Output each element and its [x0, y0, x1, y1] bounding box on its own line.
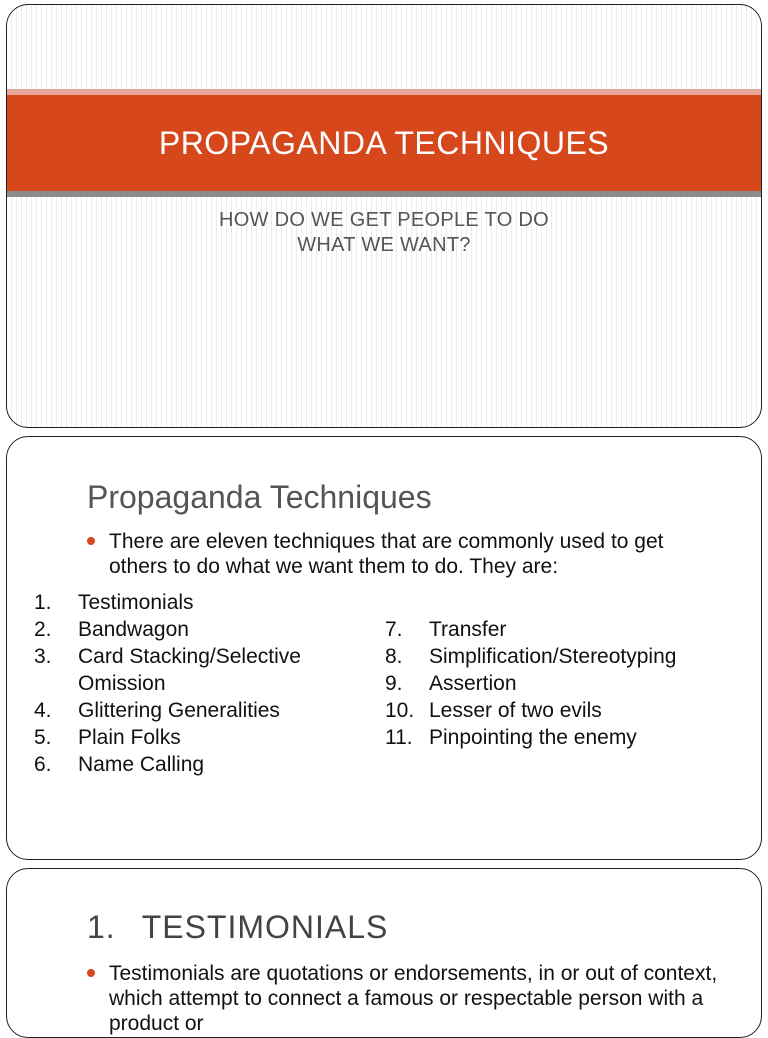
list-item — [34, 724, 374, 751]
list-number: 5. — [34, 726, 52, 749]
list-number: 6. — [34, 753, 52, 776]
heading-text: TESTIMONIALS — [141, 909, 389, 945]
slide-heading — [87, 909, 388, 946]
title-band — [7, 95, 761, 191]
list-item — [34, 643, 374, 697]
heading-number: 1. — [87, 909, 116, 945]
techniques-list-left — [34, 589, 374, 778]
list-item — [385, 616, 745, 643]
list-text: Transfer — [429, 618, 507, 641]
list-item — [385, 670, 745, 697]
list-text: Lesser of two evils — [429, 699, 602, 722]
list-text: Pinpointing the enemy — [429, 726, 637, 749]
techniques-slide — [6, 436, 762, 860]
bullet-item — [87, 529, 727, 579]
list-text: Assertion — [429, 672, 517, 695]
testimonials-slide — [6, 868, 762, 1038]
bullet-dot-icon — [87, 969, 95, 977]
list-item — [34, 616, 374, 643]
slide-title: PROPAGANDA TECHNIQUES — [158, 124, 610, 161]
list-number: 11. — [385, 726, 413, 749]
slide-heading: Propaganda Techniques — [87, 479, 432, 515]
techniques-list-right — [385, 616, 745, 751]
list-text: Bandwagon — [78, 618, 189, 641]
bullet-dot-icon — [87, 537, 95, 545]
list-number: 1. — [34, 591, 52, 614]
list-item — [385, 724, 745, 751]
list-text: Card Stacking/Selective Omission — [78, 645, 301, 695]
subtitle-line-1: HOW DO WE GET PEOPLE TO DO — [218, 209, 550, 231]
list-item — [34, 589, 374, 616]
list-text: Name Calling — [78, 753, 205, 776]
list-text: Testimonials — [78, 591, 194, 614]
list-number: 7. — [385, 618, 403, 641]
bullet-item — [87, 961, 727, 1036]
list-item — [34, 751, 374, 778]
subtitle-line-2: WHAT WE WANT? — [297, 234, 471, 256]
title-slide — [6, 4, 762, 428]
list-text: Simplification/Stereotyping — [429, 645, 677, 668]
list-text: Glittering Generalities — [78, 699, 280, 722]
list-item — [385, 697, 745, 724]
bullet-text: Testimonials are quotations or endorsements, in or out of context, which attempt to connect a famous or respectable person with a product or — [109, 962, 718, 1035]
list-number: 10. — [385, 699, 415, 722]
band-bottom-stripe — [7, 191, 761, 197]
list-number: 8. — [385, 645, 403, 668]
bullet-text: There are eleven techniques that are commonly used to get others to do what we want them to do. They are: — [109, 530, 664, 578]
list-item — [34, 697, 374, 724]
list-number: 3. — [34, 645, 52, 668]
list-item — [385, 643, 745, 670]
list-text: Plain Folks — [78, 726, 181, 749]
list-number: 9. — [385, 672, 403, 695]
list-number: 4. — [34, 699, 52, 722]
list-number: 2. — [34, 618, 52, 641]
slide-subtitle — [7, 208, 761, 258]
